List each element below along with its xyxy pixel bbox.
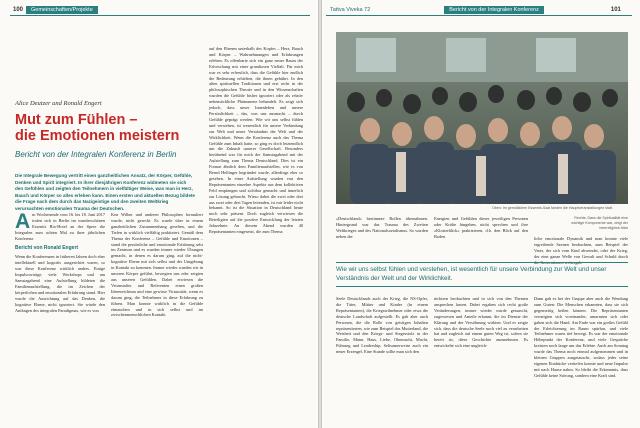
right-column-3-bottom	[534, 296, 628, 424]
right-col1-lower: Seele Deutschlands auch der Krieg, die NS-Opfer, die Täter, Mütter und Kinder (in einem Repräsentanten), die Kriegsteilnehmer oder etwa die deutsche Landschaft aufgestellt. Es gab aber auch Personen, die die Rolle von geistigen Inhalten repräsentierten, wie zum Beispiel das Mutterland, die Weisheit und den Kriegs- und Siegesstolz in der Familie, Mann, Haus, Liebe, Ohnmacht, Macht, Führung und Leadership. Seltsamerweise auch ein neuer Erzengel. Eine Stunde sollte man sich den	[336, 296, 428, 355]
conference-photo	[336, 32, 628, 204]
intro-text: m Wochenende vom 16. bis 18. Juni 2017 trafen sich in Berlin im wunderschönen Essentis Bio-Hotel an der Spree die Integralen zum achten Mal zu ihrer jährlichen Konferenz.	[15, 212, 105, 241]
right-col3-body: liche emotionale Dynamik und man konnte viele ergreifende Szenen beobachten, zum Beispiel der Vater, der sich vom Kind abwendet, oder der Krieg, der eine ganze Welle von Gewalt und Schuld durch die Generationen weitergab.	[534, 236, 628, 265]
article-subtitle: Bericht von der Integralen Konferenz in Berlin	[15, 150, 177, 159]
right-magazine-tag: Tattva Viveka 72	[330, 6, 371, 13]
left-header-rule	[10, 15, 310, 16]
report-subhead: Bericht von Ronald Engert	[15, 244, 79, 251]
left-section-tag: Gemeinschaften/Projekte	[26, 6, 98, 14]
right-column-1-bottom	[336, 296, 428, 424]
pull-quote: Wie wir uns selbst fühlen und verstehen, ist wesentlich für unsere Verbindung zur Welt und unser Verständnis der Welt und der Wirklichkeit.	[336, 262, 628, 287]
article-title	[15, 112, 185, 144]
audience-illustration	[336, 32, 628, 204]
right-column-2-bottom	[434, 296, 528, 424]
right-col3-lower: Dann gab es bei der Gruppe aber auch die Wendung zum Guten: Die Menschen erkannten, dass sie sich gegenseitig heilen können. Die Repräsentanten verneigten sich voreinander, umarmten sich oder gaben sich die Hand. Am Ende war ein großes Gefühl der Erleichterung im Raum spürbar, und viele Teilnehmer waren tief bewegt. Es war der emotionale Höhepunkt der Konferenz, und viele Gespräche kreisten noch lange um das Erlebte. Auch am Sonntag wurde das Thema noch einmal aufgenommen und in kleinen Gruppen ausgetauscht, sodass jeder seine eigenen Eindrücke vertiefen konnte und neue Impulse mit nach Hause nahm. So bleibt die Erkenntnis, dass Gefühle keine Störung, sondern eine Kraft sind.	[534, 296, 628, 378]
right-column-1-top	[336, 216, 428, 260]
intro-paragraph	[15, 212, 105, 242]
col3-body: auf den Ebenen unterhalb des Kopfes – Herz, Bauch und Körper – Wahrnehmungen und Erfahrungen erleben. Es offenbarte sich ein ganz neuer Raum der Erforschung mit einer grandiosen Vielfalt. Für mich war es sehr erfreulich, dass die Gefühle hier endlich die Bedeutung erhielten, die ihnen gebührt. In den alten spirituellen Traditionen und erst recht in der philosophischen Theorie und in den Wissenschaften wurden die Gefühle bisher ignoriert oder als relativ nebensächliche Phänomene behandelt. Es zeigt sich jedoch, dass unser Innenleben und unsere Persönlichkeit – das, was uns ausmacht – durch Gefühle geprägt werden. Wie wir uns selbst fühlen und verstehen, ist wesentlich für unsere Verbindung zur Welt und unser Verständnis der Welt und der Wirklichkeit. Wenn die Konferenz auch das Thema Gefühle zum Inhalt hatte, so ging es doch letztendlich um die Zukunft unserer Gesellschaft. Besonders berührend war für mich der Samstagabend mit der Aufstellung zum Thema Deutschland. Dies ist ein Format ähnlich dem Familienaufstellen, wie es von Bernd Hellinger begründet wurde, allerdings eher so gesehen. In einer Aufstellung wurden von den Repräsentanten einzelne Aspekte aus dem kollektiven Feld empfangen und sichtbar gemacht und innerlich zur Lösung gebracht. Wieso dabei die zwei oder drei aus zwei oder drei Tagen leitenden, ist mir leider nicht bekannt. So ist die Situation in Deutschland heute noch sehr präsent. Doch zugleich verwiesen die Beteiligten auf die positive Entwicklung der letzten Jahrzehnte. An diesem Abend wurden 40 Repräsentanten eingesetzt, die zum Thema	[209, 46, 303, 235]
left-column-2	[111, 212, 203, 424]
right-page-number: 101	[610, 6, 621, 13]
right-column-3-top	[534, 236, 628, 265]
left-running-header	[10, 5, 98, 14]
right-header-rule	[326, 15, 632, 16]
left-page	[0, 0, 318, 428]
col1-body: Wenn die Konferenzen in früheren Jahren doch eher intellektuell und kognitiv ausgerichtet waren, so war diese Konferenz wirklich anders. Einige Impulsvorträge, viele Workshops und am Samstagabend eine Aufstellung bildeten die Familienaufstellung, die im Zeichen der körperlichen und emotionalen Erfahrung stand. Hier wurde die Ausrichtung auf das Denken, die kognitive Ebene, nicht ignoriert. Sie würde den Anfängen des integralen Paradigmas, wie es von	[15, 254, 105, 313]
title-line-1: Mut zum Fühlen –	[15, 112, 138, 128]
right-section-tag: Bericht von der Integralen Konferenz	[444, 6, 544, 14]
left-column-1	[15, 212, 105, 424]
right-col2-lower: nichtern beobachten und in sich von den Themen ansprechen lassen. Dabei ergaben sich recht große Veränderungen, immer wieder wurde getauscht, zugewiesen und Anteile erkannt, die im Dienste der Klärung und der Versöhnung wirkten. Und es zeigte sich, dass die deutsche Seele noch viel zu verarbeiten hat und zugleich auf einem guten Weg ist, sofern sie bereit ist, diese Geschichte anzunehmen. Es entwickelte sich eine ungleich-	[434, 296, 528, 349]
left-column-3	[209, 46, 303, 424]
photo-caption: Oben: Im gemütlichen Essentis-Saal fanden die Hauptveranstaltungen statt.	[492, 206, 613, 210]
right-col2-body: Energien und Gefühlen dieser jeweiligen Personen oder Kräfte hingehen, nicht sprechen und ihre »Klosterblick« praktizieren, d.h. den Blick auf den Boden	[434, 216, 528, 239]
drop-cap: A	[15, 210, 31, 233]
col2-body: Ken Wilber und anderen Philosophen formuliert wurde, nicht gerecht. Es wurde über in einem ganzheitlichen Zusammenhang gesehen, und die Tiefen in wirklich vielfältig praktiziert. Gemäß dem Thema der Konferenz – Gefühle und Emotionen – stand die persönliche und emotionale Erfahrung sehr im Zentrum und es wurden immer wieder Übungen gemacht, in denen es darum ging, auf die nicht-kognitive Ebene mit sich selbst und der Umgebung in Kontakt zu kommen. Immer wieder wurden wir in unseren Körper geführt, bewegten uns oder zeigten aus unseren Gefühlen. Dabei erwiesen die Veranstalter und Referenten einen großen Ideenreichtum und eine gewisse Virtuosität, wenn es darum ging, die Teilnehmer in diese Erfahrung zu führen. Man konnte wirklich in die Gefühle eintauchen und in sich selbst und im zwischenmenschlichen Kontakt	[111, 212, 203, 318]
title-line-2: die Emotionen meistern	[15, 128, 180, 144]
right-column-2-top	[434, 216, 528, 260]
altar-caption: Rechts: Dass die Spiritualität eine wichtige Komponente war, zeigt der interreligiöse Altar	[571, 216, 628, 230]
left-page-number: 100	[13, 6, 24, 13]
article-authors: Alice Deutzer und Ronald Engert	[15, 100, 102, 107]
article-lead: Die Integrale Bewegung vertritt einen ganzheitlichen Ansatz, der Körper, Gefühle, Denken und Spirit integriert. In ihrer diesjährigen Konferenz widmeten sie sich den Gefühlen und zeigten den Teilnehmern in vielfältiger Weise, was man in Herz, Bauch und Körper so alles erleben kann. Einen ersten und aktuellen Bezug bildete die Frage nach dem durch das Nazigeistige und den zweiten Weltkrieg verursachten emotionalen Trauma der Deutschen.	[15, 173, 195, 211]
right-col1-body: »Deutschland« bestimmte Rollen übernahmen. Hintergrund war das Trauma des Zweiten Weltkrieges und des Nationalsozialismus. So wurden neben der	[336, 216, 428, 239]
right-page	[322, 0, 640, 428]
right-running-header	[326, 5, 624, 14]
